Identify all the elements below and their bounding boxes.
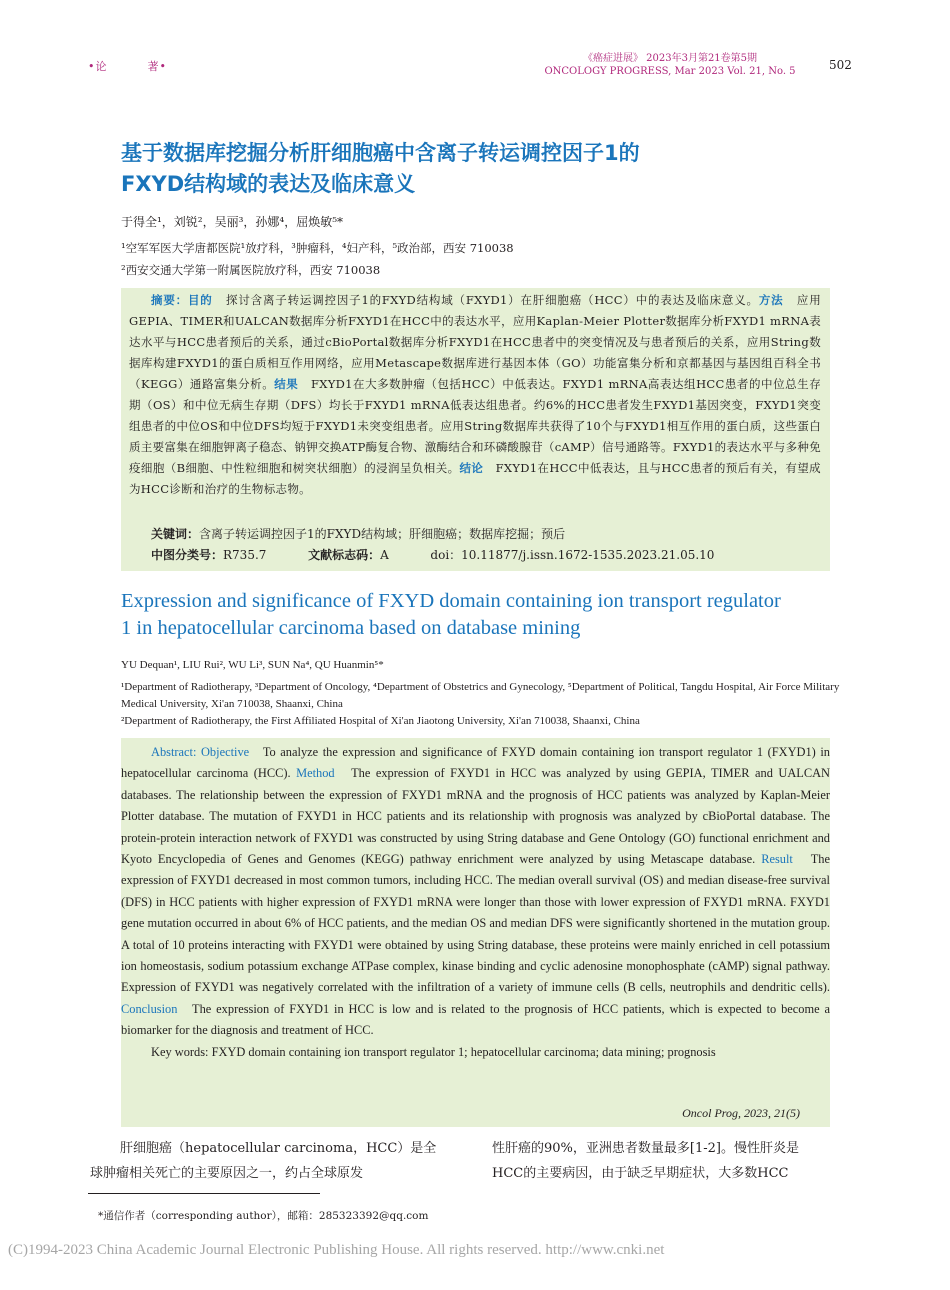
keywords-cn	[151, 525, 565, 542]
keywords-en-text: FXYD domain containing ion transport regulator 1; hepatocellular carcinoma; data mining; prognosis	[211, 1044, 716, 1059]
doc-code-label: 文献标志码：	[308, 548, 381, 562]
authors-en: YU Dequan¹, LIU Rui², WU Li³, SUN Na⁴, QU Huanmin⁵*	[121, 659, 384, 671]
abstract-en-result-label: Result	[761, 852, 793, 867]
body-column-left	[90, 1136, 460, 1186]
title-cn-line2: FXYD结构域的表达及临床意义	[121, 172, 416, 196]
title-cn	[121, 138, 841, 200]
body-column-right	[492, 1136, 862, 1186]
abstract-cn-box	[121, 288, 830, 571]
abstract-en-objective-label: Abstract: Objective	[151, 745, 250, 759]
affiliation-en-1: ¹Department of Radiotherapy, ³Department of Oncology, ⁴Department of Obstetrics and Gynecology, ⁵Department of Political, Tangdu Hospital, Air Force Military Medical University, Xi'an 710038, Shaanxi, China	[121, 681, 840, 710]
abstract-cn-conclusion-label: 结论	[459, 461, 484, 475]
body-left-line1: 肝细胞癌（hepatocellular carcinoma，HCC）是全	[120, 1141, 437, 1156]
abstract-cn-text	[129, 290, 821, 500]
title-en-line1: Expression and significance of FXYD domain containing ion transport regulator	[121, 590, 781, 612]
abstract-en-box	[121, 738, 830, 1127]
journal-header-en: ONCOLOGY PROGRESS, Mar 2023 Vol. 21, No. 5	[544, 66, 796, 77]
doi-value: 10.11877/j.issn.1672-1535.2023.21.05.10	[461, 548, 715, 562]
clc-label: 中图分类号：	[151, 548, 224, 562]
abstract-cn-result-label: 结果	[274, 377, 299, 391]
keywords-en	[121, 1042, 830, 1063]
keywords-en-label: Key words:	[151, 1044, 209, 1059]
abstract-en-method: The expression of FXYD1 in HCC was analyzed by using GEPIA, TIMER and UALCAN databases. The relationship between the expression of FXYD1 mRNA and the prognosis of HCC patients was analyzed by Kaplan-Meier Plotter database. The mutation of FXYD1 in HCC patients and its relationship with prognosis was analyzed by cBioPortal database. The protein-protein interaction network of FXYD1 was constructed by using String database and Gene Ontology (GO) functional enrichment and Kyoto Encyclopedia of Genes and Genomes (KEGG) pathway enrichment were analyzed by using Metascape database.	[121, 766, 830, 867]
copyright-watermark: (C)1994-2023 China Academic Journal Electronic Publishing House. All rights reserved. http://www.cnki.net	[8, 1242, 665, 1258]
abstract-en-objective: To analyze the expression and significance of FXYD domain containing ion transport regulator 1 (FXYD1) in hepatocellular carcinoma (HCC).	[121, 745, 831, 781]
abstract-cn-method: 应用GEPIA、TIMER和UALCAN数据库分析FXYD1在HCC中的表达水平，应用Kaplan-Meier Plotter数据库分析FXYD1 mRNA表达水平与HCC患者预后的关系，通过cBioPortal数据库分析FXYD1在HCC患者中的突变情况及与患者预后的关系，应用String数据库构建FXYD1的蛋白质相互作用网络，应用Metascape数据库进行基因本体（GO）功能富集分析和京都基因与基因组百科全书（KEGG）通路富集分析。	[129, 293, 822, 391]
section-label-b: 著•	[147, 60, 167, 73]
affiliation-cn-1: ¹空军军医大学唐都医院¹放疗科，³肿瘤科，⁴妇产科，⁵政治部，西安 710038	[121, 241, 514, 255]
abstract-en-conclusion-label: Conclusion	[121, 1001, 178, 1016]
abstract-cn-method-label: 方法	[758, 293, 784, 307]
body-left-line2: 球肿瘤相关死亡的主要原因之一，约占全球原发	[90, 1166, 364, 1181]
abstract-en-text	[121, 742, 830, 1063]
abstract-en-result: The expression of FXYD1 decreased in most common tumors, including HCC. The median overall survival (OS) and median disease-free survival (DFS) in HCC patients with higher expression of FXYD1 mRNA were longer than those with lower expression of FXYD1 mRNA. FXYD1 gene mutation occurred in about 6% of HCC patients, and the median OS and median DFS were significantly shortened in the mutation group. A total of 10 proteins interacting with FXYD1 were obtained by using String database, these proteins were mainly enriched in cell potassium ion homeostasis, sodium potassium exchange ATPase complex, kinase binding and cyclic adenosine monophosphate (cAMP) signal pathway. Expression of FXYD1 was negatively correlated with the infiltration of a variety of immune cells (B cells, neutrophils and dendritic cells).	[121, 852, 830, 995]
journal-header-cn: 《癌症进展》 2023年3月第21卷第5期	[582, 53, 758, 64]
doc-code-value: A	[380, 548, 389, 562]
abstract-cn-objective: 探讨含离子转运调控因子1的FXYD结构域（FXYD1）在肝细胞癌（HCC）中的表达及临床意义。	[226, 293, 759, 307]
keywords-cn-label: 关键词：	[151, 527, 200, 541]
footnote-divider	[88, 1193, 320, 1194]
page-number: 502	[829, 58, 852, 72]
abstract-cn-conclusion: FXYD1在HCC中低表达，且与HCC患者的预后有关，有望成为HCC诊断和治疗的生物标志物。	[129, 461, 821, 496]
section-label-a: •论	[88, 60, 108, 73]
journal-header	[530, 52, 810, 78]
title-cn-line1: 基于数据库挖掘分析肝细胞癌中含离子转运调控因子1的	[121, 141, 640, 165]
footnote: *通信作者（corresponding author），邮箱：285323392@qq.com	[98, 1210, 429, 1222]
classification-line	[151, 546, 714, 563]
affiliation-en-2: ²Department of Radiotherapy, the First Affiliated Hospital of Xi'an Jiaotong University, Xi'an 710038, Shaanxi, China	[121, 715, 640, 727]
doi-label: doi：	[430, 548, 462, 562]
abstract-cn-objective-label: 摘要：目的	[151, 293, 213, 307]
keywords-cn-text: 含离子转运调控因子1的FXYD结构域；肝细胞癌；数据库挖掘；预后	[199, 527, 566, 541]
body-right-line2: HCC的主要病因，由于缺乏早期症状，大多数HCC	[492, 1166, 789, 1181]
title-en-line2: 1 in hepatocellular carcinoma based on database mining	[121, 617, 581, 639]
abstract-cn-result: FXYD1在大多数肿瘤（包括HCC）中低表达。FXYD1 mRNA高表达组HCC患者的中位总生存期（OS）和中位无病生存期（DFS）均长于FXYD1 mRNA低表达组患者。约6%的HCC患者发生FXYD1基因突变，FXYD1突变组患者的中位OS和中位DFS均短于FXYD1未突变组患者。应用String数据库共获得了10个与FXYD1相互作用的蛋白质，这些蛋白质主要富集在细胞钾离子稳态、钠钾交换ATP酶复合物、激酶结合和环磷酸腺苷（cAMP）信号通路等。FXYD1的表达水平与多种免疫细胞（B细胞、中性粒细胞和树突状细胞）的浸润呈负相关。	[129, 377, 822, 475]
clc-value: R735.7	[223, 548, 267, 562]
authors-cn: 于得全¹，刘锐²，吴丽³，孙娜⁴，屈焕敏⁵*	[121, 215, 344, 229]
affiliation-cn-2: ²西安交通大学第一附属医院放疗科，西安 710038	[121, 263, 381, 277]
citation: Oncol Prog, 2023, 21(5)	[682, 1106, 800, 1120]
title-en	[121, 588, 851, 642]
body-right-line1: 性肝癌的90%，亚洲患者数量最多[1-2]。慢性肝炎是	[492, 1141, 799, 1156]
abstract-en-method-label: Method	[296, 766, 335, 781]
abstract-en-conclusion: The expression of FXYD1 in HCC is low and is related to the prognosis of HCC patients, which is expected to become a biomarker for the diagnosis and treatment of HCC.	[121, 1001, 830, 1038]
section-label	[88, 58, 167, 74]
